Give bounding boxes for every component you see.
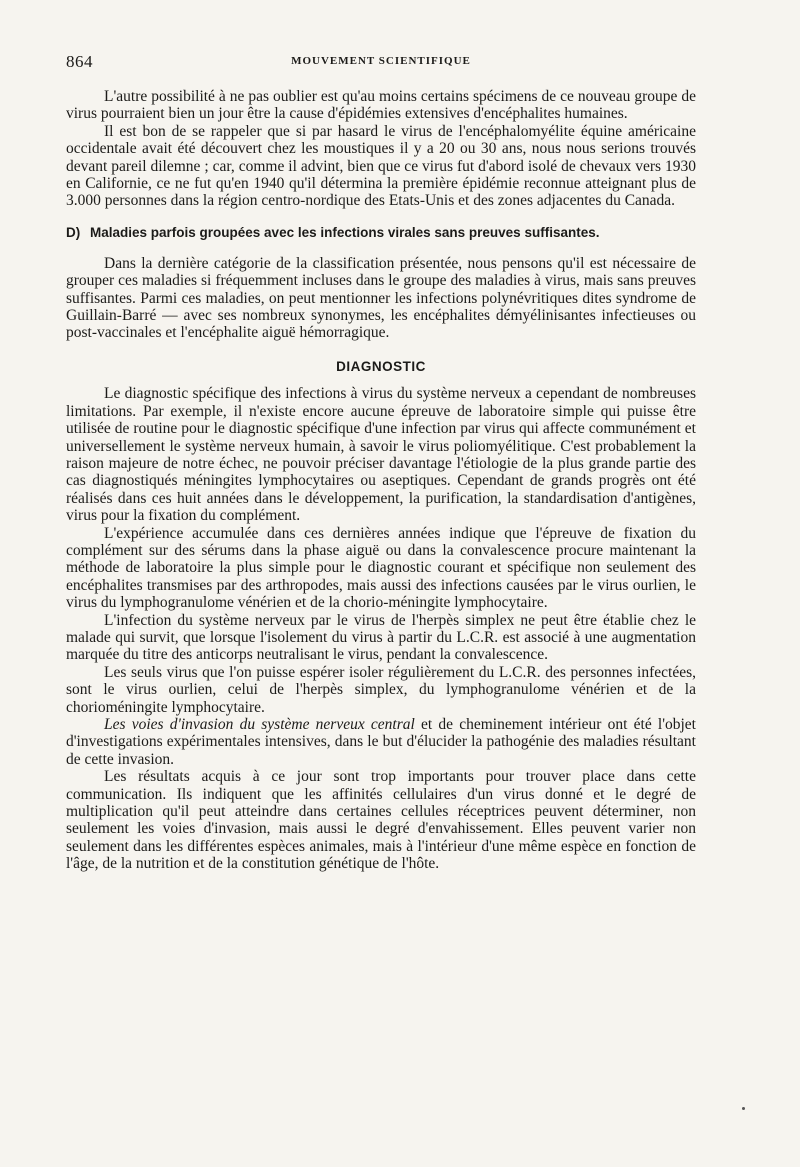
- voies-invasion-italic: Les voies d'invasion du système nerveux central: [104, 716, 415, 733]
- diagnostic-heading: DIAGNOSTIC: [336, 358, 426, 374]
- paragraph-encephalomyelite: Il est bon de se rappeler que si par hasard le virus de l'encéphalomyélite équine américaine occidentale avait été découvert chez les moustiques il y a 20 ou 30 ans, nous nous serions trouvés devant pareil dilemne ; car, comme il advint, bien que ce virus fut d'abord isolé de chevaux vers 1930 en Californie, ce ne fut qu'en 1940 qu'il détermina la première épidémie reconnue atteignant plus de 3.000 personnes dans la région centro-nordique des Etats-Unis et des zones adjacentes du Canada.: [66, 122, 696, 210]
- section-d-heading: [66, 224, 696, 241]
- print-speck: [742, 1107, 745, 1110]
- paragraph-autre-possibilite: L'autre possibilité à ne pas oublier est qu'au moins certains spécimens de ce nouveau groupe de virus pourraient bien un jour être la cause d'épidémies extensives d'encéphalites humaines.: [66, 88, 696, 123]
- paragraph-herpes-simplex: L'infection du système nerveux par le virus de l'herpès simplex ne peut être établie chez le malade qui survit, que lorsque l'isolement du virus à partir du L.C.R. est associé à une augmentation marquée du titre des anticorps neutralisant le virus, pendant la convalescence.: [66, 611, 696, 664]
- running-title: MOUVEMENT SCIENTIFIQUE: [291, 55, 471, 67]
- voies-invasion-text: et de cheminement intérieur ont été l'objet d'investigations expérimentales intensives, dans le but d'élucider la pathogénie des maladies résultant de cette invasion.: [66, 716, 696, 768]
- page-number: 864: [66, 52, 93, 71]
- paragraph-seuls-virus: Les seuls virus que l'on puisse espérer isoler régulièrement du L.C.R. des personnes infectées, sont le virus ourlien, celui de l'herpès simplex, du lymphogranulome vénérien et de la chorioméningite lymphocytaire.: [66, 663, 696, 716]
- section-d-title: Maladies parfois groupées avec les infections virales sans preuves suffisantes.: [90, 224, 600, 240]
- paragraph-derniere-categorie: Dans la dernière catégorie de la classification présentée, nous pensons qu'il est nécessaire de grouper ces maladies si fréquemment incluses dans le groupe des maladies à virus, mais sans preuves suffisantes. Parmi ces maladies, on peut mentionner les infections polynévritiques dites syndrome de Guillain-Barré — avec ses nombreux synonymes, les encéphalites démyélinisantes infectieuses ou post-vaccinales et l'encéphalite aiguë hémorragique.: [66, 254, 696, 342]
- paragraph-voies-invasion: [66, 716, 696, 768]
- article-body: [66, 88, 696, 873]
- paragraph-diagnostic-specifique: Le diagnostic spécifique des infections à virus du système nerveux a cependant de nombreuses limitations. Par exemple, il n'existe encore aucune épreuve de laboratoire simple qui puisse être utilisée de routine pour le diagnostic spécifique d'une infection par virus qui affecte communément et universellement le système nerveux humain, à savoir le virus poliomyélitique. C'est probablement la raison majeure de notre échec, ne pouvoir préciser davantage l'étiologie de la plus grande partie des cas diagnostiqués méningites lymphocytaires ou aseptiques. Cependant de grands progrès ont été réalisés dans ces huit années dans le développement, la purification, la standardisation d'antigènes, virus pour la fixation du complément.: [66, 385, 696, 525]
- section-d-label: D): [66, 224, 81, 240]
- page-header: [66, 52, 696, 76]
- paragraph-resultats-acquis: Les résultats acquis à ce jour sont trop importants pour trouver place dans cette communication. Ils indiquent que les affinités cellulaires d'un virus donné et le degré de multiplication qu'il peut atteindre dans certaines cellules réceptrices peuvent déterminer, non seulement les voies d'invasion, mais aussi le degré d'envahissement. Elles peuvent varier non seulement dans les différentes espèces animales, mais à l'intérieur d'une même espèce en fonction de l'âge, de la nutrition et de la constitution génétique de l'hôte.: [66, 768, 696, 873]
- paragraph-experience-accumulee: L'expérience accumulée dans ces dernières années indique que l'épreuve de fixation du complément sur des sérums dans la phase aiguë ou dans la convalescence procure maintenant la méthode de laboratoire la plus simple pour le diagnostic courant et spécifique non seulement des encéphalites transmises par des arthropodes, mais aussi des infections causées par le virus ourlien, le virus du lymphogranulome vénérien et de la chorio-méningite lymphocytaire.: [66, 524, 696, 612]
